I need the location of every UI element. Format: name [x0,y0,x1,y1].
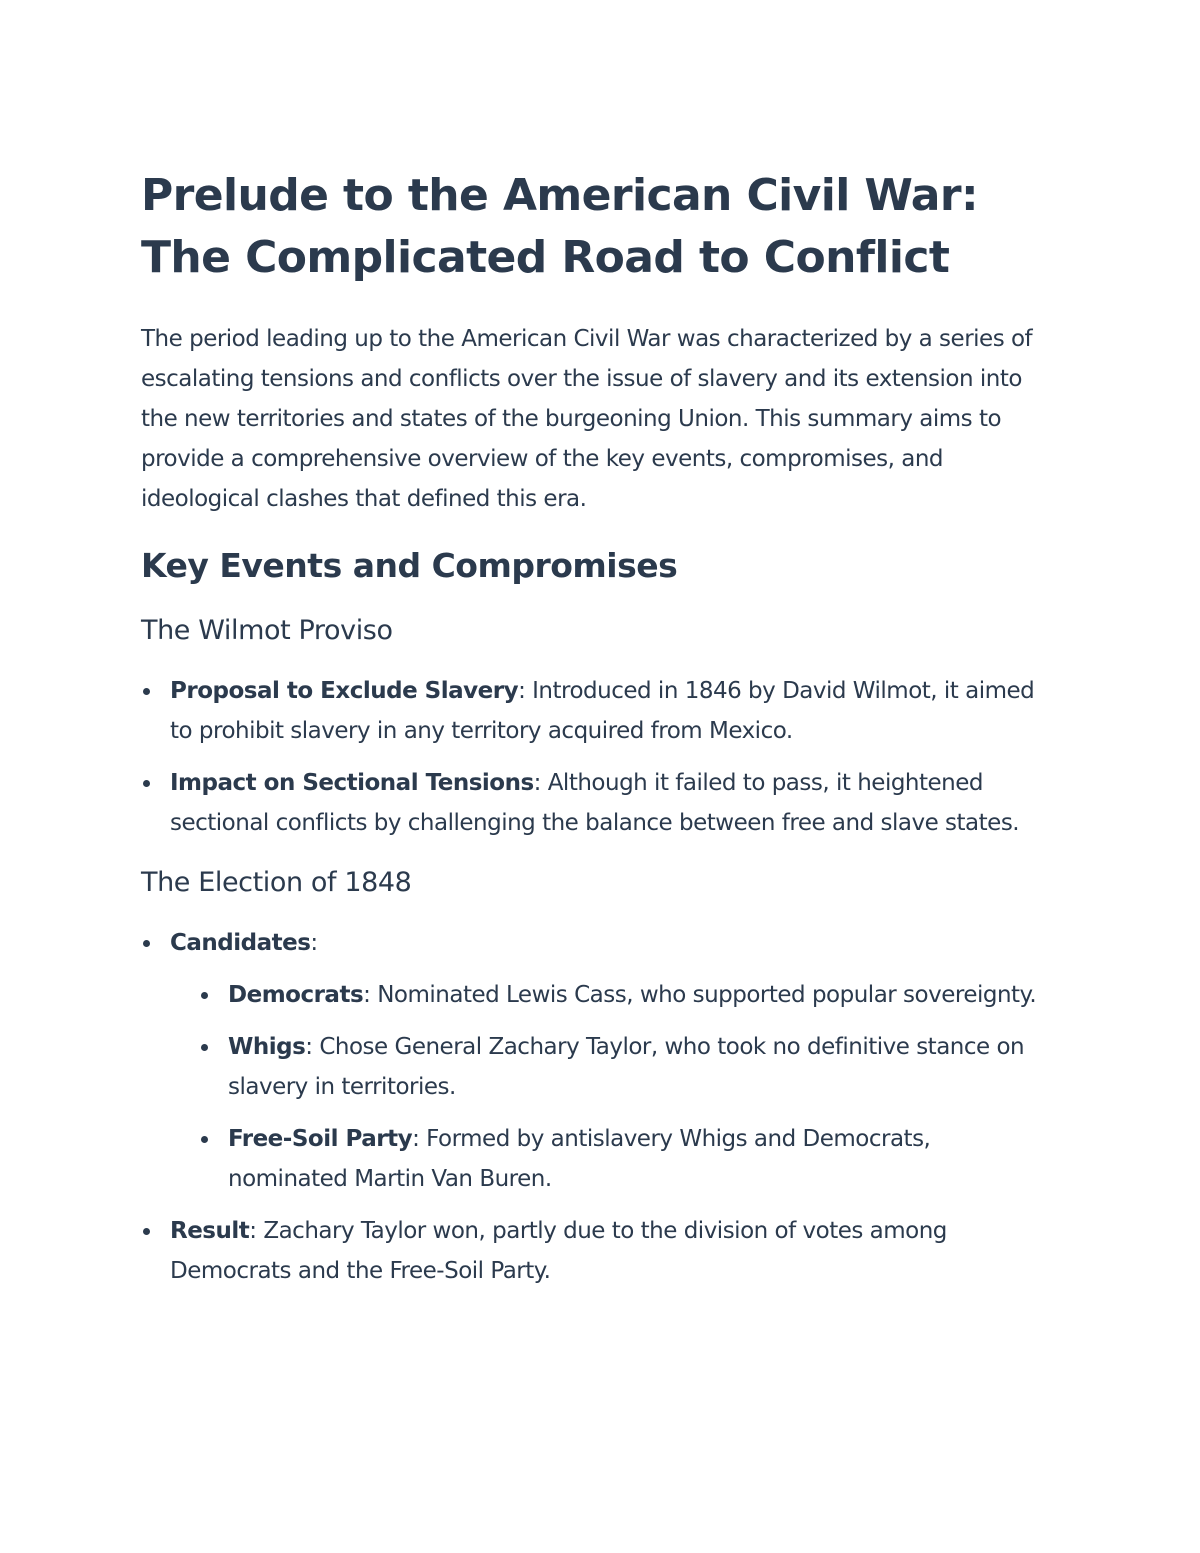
item-text: : Zachary Taylor won, partly due to the division of votes among Democrats and the Free-Soil Party. [170,1218,947,1284]
bullet-icon [143,780,150,787]
list-item [141,671,1050,751]
election-heading: The Election of 1848 [141,867,412,898]
intro-paragraph: The period leading up to the American Civil War was characterized by a series of escalating tensions and conflicts over the issue of slavery and its extension into the new territories and states of the burgeoning Union. This summary aims to provide a comprehensive overview of the key events, compromises, and ideological clashes that defined this era. [141,326,1033,512]
item-term: Proposal to Exclude Slavery [170,678,519,704]
wilmot-list [141,671,1050,843]
bullet-icon [201,1136,208,1143]
wilmot-heading: The Wilmot Proviso [141,615,393,646]
bullet-icon [143,688,150,695]
item-text: : Nominated Lewis Cass, who supported popular sovereignty. [363,982,1037,1008]
bullet-icon [201,992,208,999]
section-heading: Key Events and Compromises [141,546,678,585]
item-text: : Although it failed to pass, it heightened sectional conflicts by challenging the balance between free and slave states. [170,770,1020,836]
bullet-icon [143,1228,150,1235]
candidates-list [170,975,1050,1199]
page-title: Prelude to the American Civil War: The Complicated Road to Conflict [141,170,978,283]
election-list [141,923,1050,1291]
bullet-icon [201,1044,208,1051]
item-term: Result [170,1218,250,1244]
item-text: : Introduced in 1846 by David Wilmot, it aimed to prohibit slavery in any territory acquired from Mexico. [170,678,1035,744]
list-item [199,1027,1050,1107]
list-item [199,1119,1050,1199]
item-term: Candidates [170,930,311,956]
item-term: Free-Soil Party [228,1126,413,1152]
item-term: Democrats [228,982,364,1008]
item-text: : Chose General Zachary Taylor, who took no definitive stance on slavery in territories. [228,1034,1025,1100]
list-item [141,923,1050,1199]
item-term: Impact on Sectional Tensions [170,770,534,796]
list-item [199,975,1050,1015]
bullet-icon [143,940,150,947]
item-term: Whigs [228,1034,306,1060]
item-text: : [310,930,318,956]
list-item [141,1211,1050,1291]
item-text: : Formed by antislavery Whigs and Democrats, nominated Martin Van Buren. [228,1126,931,1192]
list-item [141,763,1050,843]
